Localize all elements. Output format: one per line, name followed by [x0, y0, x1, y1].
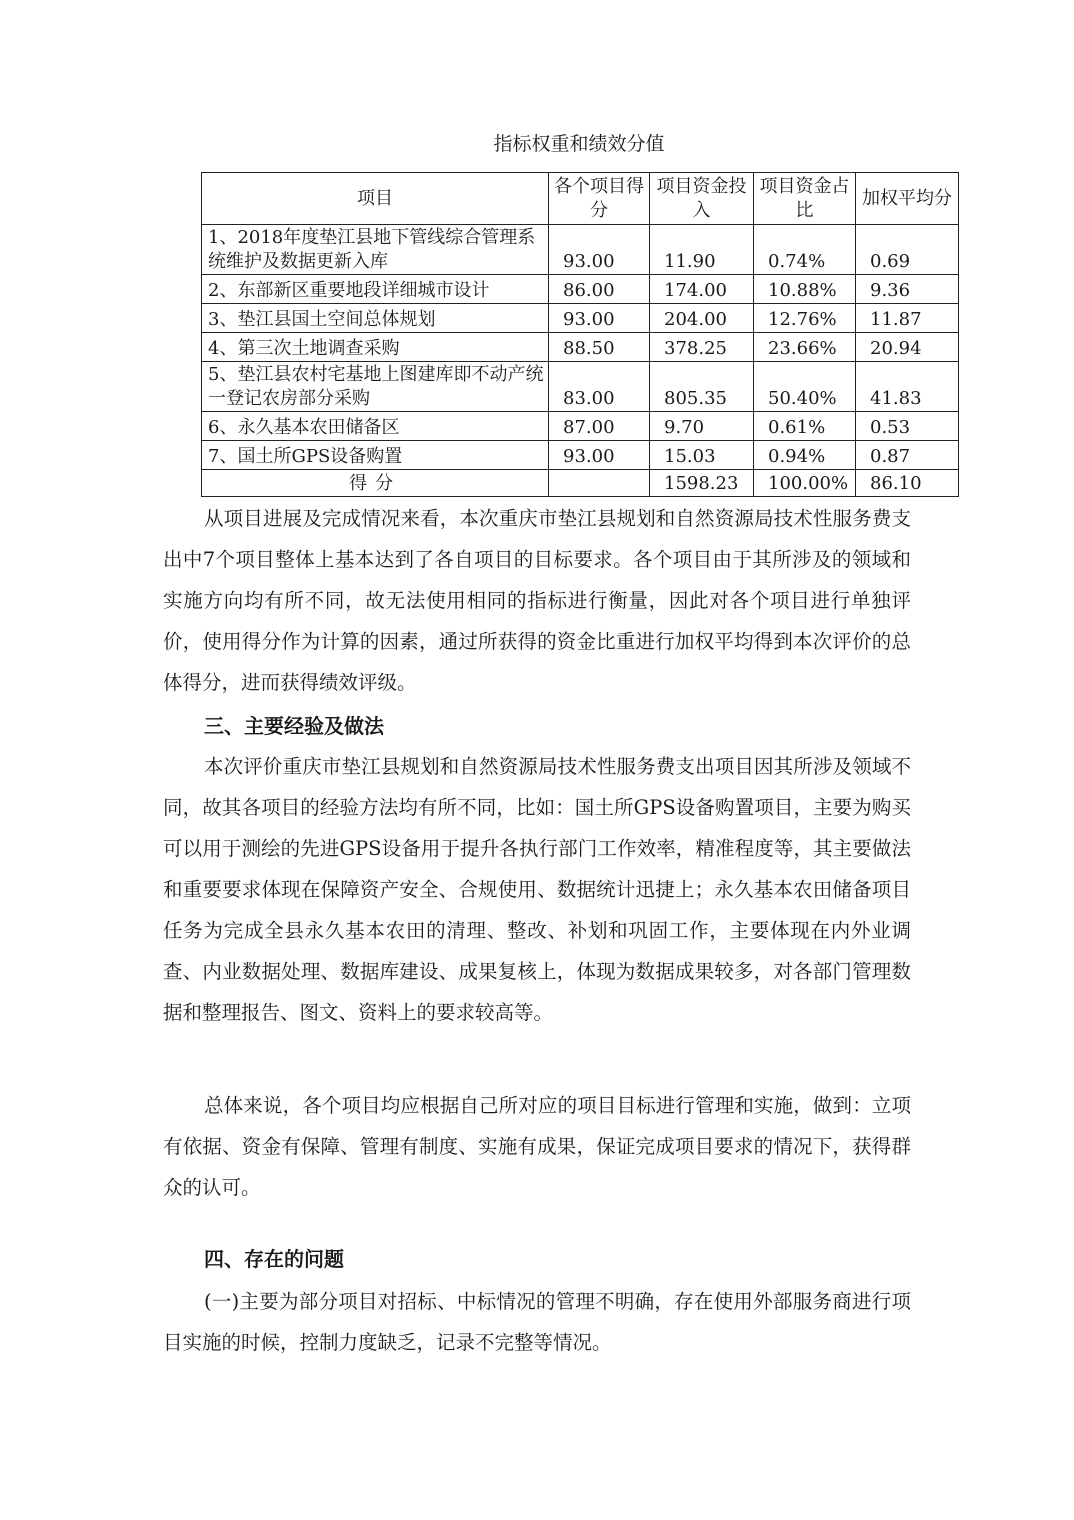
table-row: [202, 275, 959, 304]
total-ratio: 100.00%: [754, 470, 856, 497]
section-heading-problems: 四、存在的问题: [204, 1247, 344, 1271]
header-score: 各个项目得分: [549, 173, 650, 225]
row-name: 3、垫江县国土空间总体规划: [202, 304, 549, 333]
table-row: [202, 225, 959, 275]
row-investment: 9.70: [650, 412, 754, 441]
table-header-row: [202, 173, 959, 225]
paragraph-experience: 本次评价重庆市垫江县规划和自然资源局技术性服务费支出项目因其所涉及领域不同，故其各项目的经验方法均有所不同，比如：国土所GPS设备购置项目，主要为购买可以用于测绘的先进GPS设备用于提升各执行部门工作效率，精准程度等，其主要做法和重要要求体现在保障资产安全、合规使用、数据统计迅捷上；永久基本农田储备项目任务为完成全县永久基本农田的清理、整改、补划和巩固工作，主要体现在内外业调查、内业数据处理、数据库建设、成果复核上，体现为数据成果较多，对各部门管理数据和整理报告、图文、资料上的要求较高等。: [163, 755, 911, 1024]
total-label: 得分: [202, 470, 549, 497]
row-score: 93.00: [549, 441, 650, 470]
row-score: 88.50: [549, 333, 650, 362]
row-name: 5、垫江县农村宅基地上图建库即不动产统一登记农房部分采购: [202, 362, 549, 412]
total-investment: 1598.23: [650, 470, 754, 497]
table-row: [202, 304, 959, 333]
row-investment: 11.90: [650, 225, 754, 275]
table-row: [202, 362, 959, 412]
row-investment: 805.35: [650, 362, 754, 412]
row-weighted: 9.36: [856, 275, 959, 304]
paragraph-overall: 总体来说，各个项目均应根据自己所对应的项目目标进行管理和实施，做到：立项有依据、资金有保障、管理有制度、实施有成果，保证完成项目要求的情况下，获得群众的认可。: [163, 1094, 911, 1199]
row-ratio: 0.94%: [754, 441, 856, 470]
header-investment: 项目资金投入: [650, 173, 754, 225]
row-name: 1、2018年度垫江县地下管线综合管理系统维护及数据更新入库: [202, 225, 549, 275]
row-score: 87.00: [549, 412, 650, 441]
header-weighted: 加权平均分: [856, 173, 959, 225]
row-investment: 204.00: [650, 304, 754, 333]
row-name: 2、东部新区重要地段详细城市设计: [202, 275, 549, 304]
row-ratio: 10.88%: [754, 275, 856, 304]
row-weighted: 0.69: [856, 225, 959, 275]
table-row: [202, 412, 959, 441]
row-name: 6、永久基本农田储备区: [202, 412, 549, 441]
paragraph-progress-summary: 从项目进展及完成情况来看，本次重庆市垫江县规划和自然资源局技术性服务费支出中7个项目整体上基本达到了各自项目的目标要求。各个项目由于其所涉及的领域和实施方向均有所不同，故无法使用相同的指标进行衡量，因此对各个项目进行单独评价，使用得分作为计算的因素，通过所获得的资金比重进行加权平均得到本次评价的总体得分，进而获得绩效评级。: [163, 507, 911, 694]
table-row: [202, 441, 959, 470]
row-ratio: 12.76%: [754, 304, 856, 333]
row-weighted: 11.87: [856, 304, 959, 333]
paragraph-problem-one: (一)主要为部分项目对招标、中标情况的管理不明确，存在使用外部服务商进行项目实施的时候，控制力度缺乏，记录不完整等情况。: [163, 1290, 911, 1354]
row-investment: 15.03: [650, 441, 754, 470]
row-weighted: 20.94: [856, 333, 959, 362]
row-ratio: 0.61%: [754, 412, 856, 441]
row-score: 86.00: [549, 275, 650, 304]
row-ratio: 50.40%: [754, 362, 856, 412]
row-weighted: 41.83: [856, 362, 959, 412]
row-score: 93.00: [549, 304, 650, 333]
total-weighted: 86.10: [856, 470, 959, 497]
row-score: 93.00: [549, 225, 650, 275]
table-title: 指标权重和绩效分值: [493, 133, 665, 155]
row-name: 4、第三次土地调查采购: [202, 333, 549, 362]
row-investment: 378.25: [650, 333, 754, 362]
row-investment: 174.00: [650, 275, 754, 304]
table-total-row: [202, 470, 959, 497]
performance-table: [201, 172, 959, 497]
row-ratio: 23.66%: [754, 333, 856, 362]
row-name: 7、国土所GPS设备购置: [202, 441, 549, 470]
row-weighted: 0.87: [856, 441, 959, 470]
header-ratio: 项目资金占比: [754, 173, 856, 225]
row-score: 83.00: [549, 362, 650, 412]
total-score: [549, 470, 650, 497]
row-weighted: 0.53: [856, 412, 959, 441]
section-heading-experience: 三、主要经验及做法: [204, 714, 384, 738]
table-row: [202, 333, 959, 362]
header-item: 项目: [202, 173, 549, 225]
row-ratio: 0.74%: [754, 225, 856, 275]
